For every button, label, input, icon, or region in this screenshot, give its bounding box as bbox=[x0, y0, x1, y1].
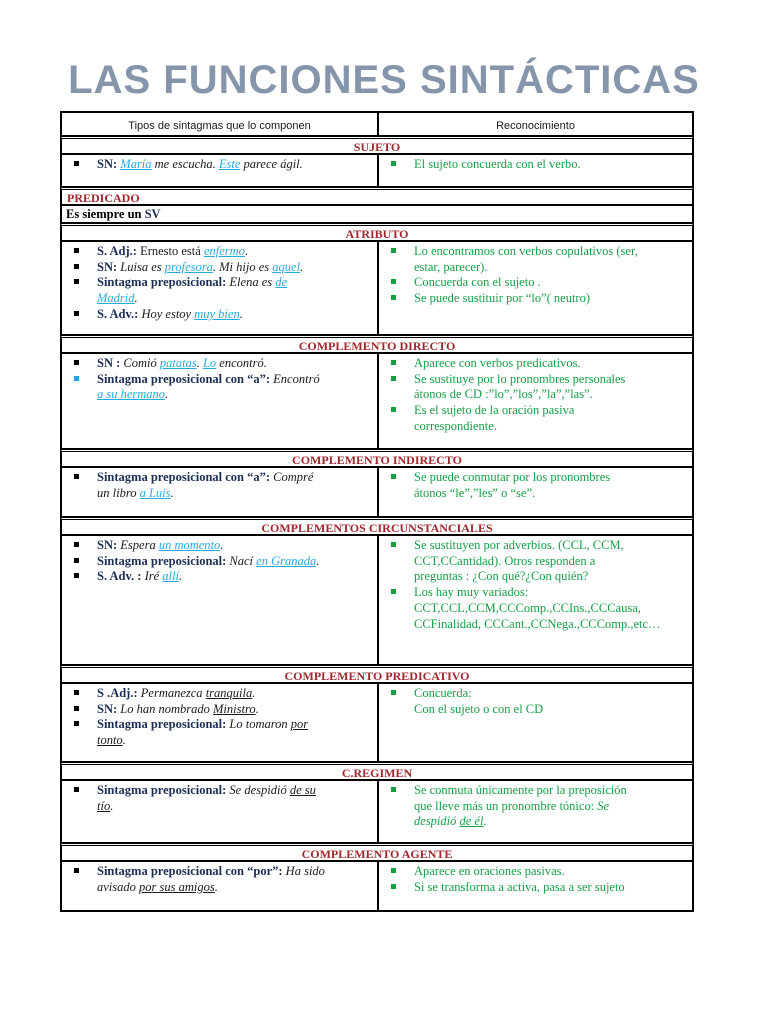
list-item: Si se transforma a activa, pasa a ser sujeto bbox=[383, 880, 688, 896]
syntax-table bbox=[60, 111, 694, 912]
bullet-icon bbox=[74, 161, 79, 166]
list-item: SN: María me escucha. Este parece ágil. bbox=[66, 157, 373, 173]
section-heading-cagente: COMPLEMENTO AGENTE bbox=[61, 843, 693, 861]
list-item: SN: Espera un momento. bbox=[66, 538, 373, 554]
ci-examples bbox=[61, 467, 378, 517]
list-item: Sintagma preposicional: Elena es de Madrid. bbox=[66, 275, 373, 306]
bullet-icon bbox=[391, 868, 396, 873]
bullet-icon bbox=[391, 248, 396, 253]
cc-recognition bbox=[378, 535, 693, 665]
list-item: Se sustituyen por adverbios. (CCL, CCM, CCT,CCantidad). Otros responden a preguntas : ¿Con qué?¿Con quién? bbox=[383, 538, 688, 585]
section-heading-cc: COMPLEMENTOS CIRCUNSTANCIALES bbox=[61, 517, 693, 535]
bullet-icon bbox=[74, 248, 79, 253]
bullet-icon bbox=[391, 542, 396, 547]
predicado-text: Es siempre un SV bbox=[61, 205, 693, 223]
bullet-icon bbox=[391, 787, 396, 792]
column-header-types: Tipos de sintagmas que lo componen bbox=[61, 112, 378, 136]
cd-recognition bbox=[378, 353, 693, 449]
list-item: Los hay muy variados: CCT,CCL,CCM,CCComp.,CCIns.,CCCausa, CCFinalidad, CCCant.,CCNega.,CCComp.,etc… bbox=[383, 585, 688, 632]
section-heading-cd: COMPLEMENTO DIRECTO bbox=[61, 335, 693, 353]
bullet-icon bbox=[74, 279, 79, 284]
sujeto-examples bbox=[61, 154, 378, 187]
bullet-icon bbox=[74, 787, 79, 792]
cd-examples bbox=[61, 353, 378, 449]
bullet-icon bbox=[74, 311, 79, 316]
list-item: Aparece con verbos predicativos. bbox=[383, 356, 688, 372]
cagente-recognition bbox=[378, 861, 693, 911]
sujeto-recognition bbox=[378, 154, 693, 187]
bullet-icon bbox=[391, 589, 396, 594]
bullet-icon bbox=[74, 706, 79, 711]
bullet-icon bbox=[74, 690, 79, 695]
atributo-examples bbox=[61, 241, 378, 335]
atributo-recognition bbox=[378, 241, 693, 335]
list-item: Se sustituye por lo pronombres personales átonos de CD :”lo”,”los”,”la”,”las”. bbox=[383, 372, 688, 403]
list-item: Concuerda: Con el sujeto o con el CD bbox=[383, 686, 688, 717]
column-header-recognition: Reconocimiento bbox=[378, 112, 693, 136]
bullet-icon bbox=[74, 474, 79, 479]
bullet-icon bbox=[391, 161, 396, 166]
cpred-recognition bbox=[378, 683, 693, 762]
list-item: Se puede sustituir por “lo”( neutro) bbox=[383, 291, 688, 307]
list-item: Sintagma preposicional: Lo tomaron por tonto. bbox=[66, 717, 373, 748]
bullet-icon bbox=[391, 279, 396, 284]
bullet-icon bbox=[74, 721, 79, 726]
bullet-icon bbox=[391, 407, 396, 412]
cregimen-recognition bbox=[378, 780, 693, 843]
section-heading-sujeto: SUJETO bbox=[61, 136, 693, 154]
bullet-icon bbox=[391, 295, 396, 300]
bullet-icon bbox=[74, 558, 79, 563]
list-item: Se puede conmutar por los pronombres átonos “le”,”les” o “se”. bbox=[383, 470, 688, 501]
bullet-icon bbox=[391, 376, 396, 381]
bullet-icon bbox=[391, 690, 396, 695]
list-item: SN: Lo han nombrado Ministro. bbox=[66, 702, 373, 718]
list-item: Concuerda con el sujeto . bbox=[383, 275, 688, 291]
list-item: Sintagma preposicional con “por”: Ha sido avisado por sus amigos. bbox=[66, 864, 373, 895]
cagente-examples bbox=[61, 861, 378, 911]
list-item: S. Adj.: Ernesto está enfermo. bbox=[66, 244, 373, 260]
section-heading-cregimen: C.REGIMEN bbox=[61, 762, 693, 780]
list-item: S. Adv. : Iré allí. bbox=[66, 569, 373, 585]
bullet-icon bbox=[391, 884, 396, 889]
bullet-icon bbox=[74, 573, 79, 578]
cc-examples bbox=[61, 535, 378, 665]
bullet-icon bbox=[74, 376, 79, 381]
section-heading-predicado: PREDICADO bbox=[61, 187, 693, 205]
bullet-icon bbox=[74, 264, 79, 269]
section-heading-atributo: ATRIBUTO bbox=[61, 223, 693, 241]
list-item: Sintagma preposicional: Se despidió de su tío. bbox=[66, 783, 373, 814]
list-item: Sintagma preposicional: Nací en Granada. bbox=[66, 554, 373, 570]
ci-recognition bbox=[378, 467, 693, 517]
list-item: Sintagma preposicional con “a”: Compré un libro a Luis. bbox=[66, 470, 373, 501]
list-item: Se conmuta únicamente por la preposición que lleve más un pronombre tónico: Se despidió de él. bbox=[383, 783, 688, 830]
bullet-icon bbox=[74, 360, 79, 365]
page-title: LAS FUNCIONES SINTÁCTICAS bbox=[68, 58, 700, 102]
list-item: El sujeto concuerda con el verbo. bbox=[383, 157, 688, 173]
bullet-icon bbox=[391, 474, 396, 479]
section-heading-ci: COMPLEMENTO INDIRECTO bbox=[61, 449, 693, 467]
section-heading-cpred: COMPLEMENTO PREDICATIVO bbox=[61, 665, 693, 683]
list-item: S. Adv.: Hoy estoy muy bien. bbox=[66, 307, 373, 323]
cregimen-examples bbox=[61, 780, 378, 843]
bullet-icon bbox=[74, 868, 79, 873]
list-item: S .Adj.: Permanezca tranquila. bbox=[66, 686, 373, 702]
list-item: SN : Comió patatas. Lo encontró. bbox=[66, 356, 373, 372]
list-item: Lo encontramos con verbos copulativos (ser, estar, parecer). bbox=[383, 244, 688, 275]
list-item: SN: Luisa es profesora. Mi hijo es aquel. bbox=[66, 260, 373, 276]
bullet-icon bbox=[391, 360, 396, 365]
list-item: Sintagma preposicional con “a”: Encontró a su hermano. bbox=[66, 372, 373, 403]
list-item: Es el sujeto de la oración pasiva correspondiente. bbox=[383, 403, 688, 434]
list-item: Aparece en oraciones pasivas. bbox=[383, 864, 688, 880]
bullet-icon bbox=[74, 542, 79, 547]
cpred-examples bbox=[61, 683, 378, 762]
